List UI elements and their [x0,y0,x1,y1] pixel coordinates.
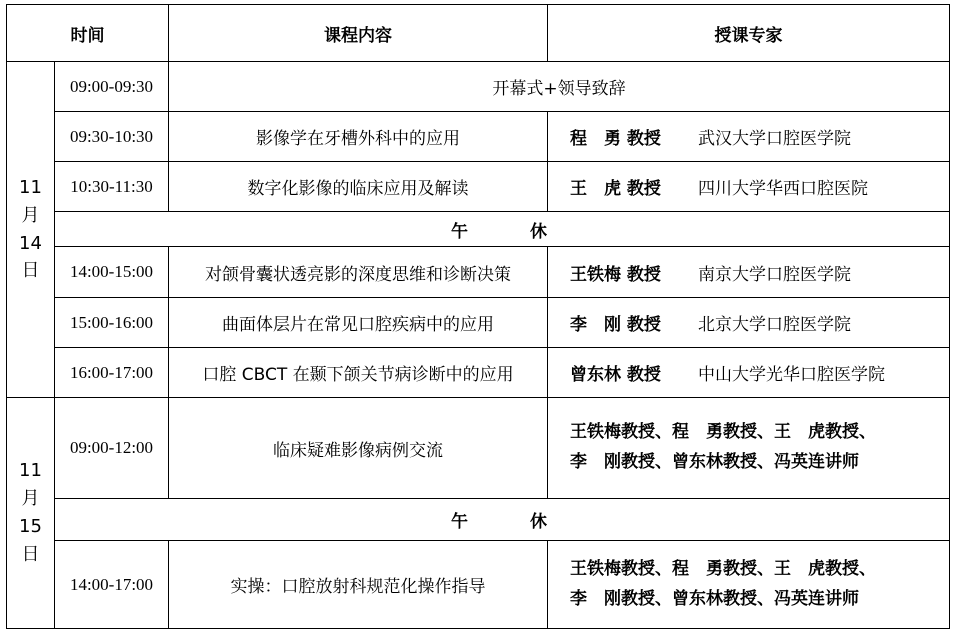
content-cell: 数字化影像的临床应用及解读 [169,162,548,212]
content-cell: 影像学在牙槽外科中的应用 [169,112,548,162]
expert-org: 中山大学光华口腔医学院 [698,365,885,385]
date-cell-day2: 11 月 15 日 [7,398,55,629]
noon-break-row [7,499,950,541]
expert-list-line: 王铁梅教授、程 勇教授、王 虎教授、 [570,422,876,443]
table-row [7,298,950,348]
expert-cell [548,162,950,212]
expert-org: 四川大学华西口腔医院 [698,179,868,199]
content-cell: 对颌骨囊状透亮影的深度思维和诊断决策 [169,247,548,298]
expert-name: 王 虎 教授 [570,179,661,199]
time-cell: 14:00-17:00 [55,541,169,629]
expert-list-line: 王铁梅教授、程 勇教授、王 虎教授、 [570,558,876,579]
expert-name: 王铁梅 教授 [570,264,661,285]
noon-break-row [7,212,950,247]
content-cell: 实操：口腔放射科规范化操作指导 [169,541,548,629]
time-cell: 16:00-17:00 [55,348,169,398]
time-cell: 14:00-15:00 [55,247,169,298]
header-expert: 授课专家 [548,5,950,62]
expert-org: 武汉大学口腔医学院 [698,129,851,149]
expert-list-line: 李 刚教授、曾东林教授、冯英连讲师 [570,588,859,609]
noon-break: 午 休 [55,499,950,541]
expert-cell [548,541,950,629]
table-row [7,62,950,112]
table-row [7,541,950,629]
expert-cell [548,298,950,348]
content-cell: 曲面体层片在常见口腔疾病中的应用 [169,298,548,348]
table-row [7,398,950,499]
expert-name: 李 刚 教授 [570,315,661,335]
content-cell: 开幕式+领导致辞 [169,62,950,112]
time-cell: 09:30-10:30 [55,112,169,162]
header-time: 时间 [7,5,169,62]
expert-name: 曾东林 教授 [570,365,661,385]
expert-cell [548,247,950,298]
expert-org: 南京大学口腔医学院 [698,264,851,285]
date-cell-day1: 11 月 14 日 [7,62,55,398]
expert-name: 程 勇 教授 [570,129,661,149]
expert-cell [548,398,950,499]
expert-list-line: 李 刚教授、曾东林教授、冯英连讲师 [570,452,859,472]
expert-cell [548,348,950,398]
table-row [7,162,950,212]
header-content: 课程内容 [169,5,548,62]
time-cell: 09:00-12:00 [55,398,169,499]
expert-cell [548,112,950,162]
time-cell: 10:30-11:30 [55,162,169,212]
table-row [7,247,950,298]
content-cell: 临床疑难影像病例交流 [169,398,548,499]
time-cell: 09:00-09:30 [55,62,169,112]
schedule-table [6,4,950,629]
table-row [7,348,950,398]
header-row [7,5,950,62]
expert-org: 北京大学口腔医学院 [698,315,851,335]
noon-break: 午 休 [55,212,950,247]
table-row [7,112,950,162]
content-cell: 口腔 CBCT 在颞下颌关节病诊断中的应用 [169,348,548,398]
time-cell: 15:00-16:00 [55,298,169,348]
